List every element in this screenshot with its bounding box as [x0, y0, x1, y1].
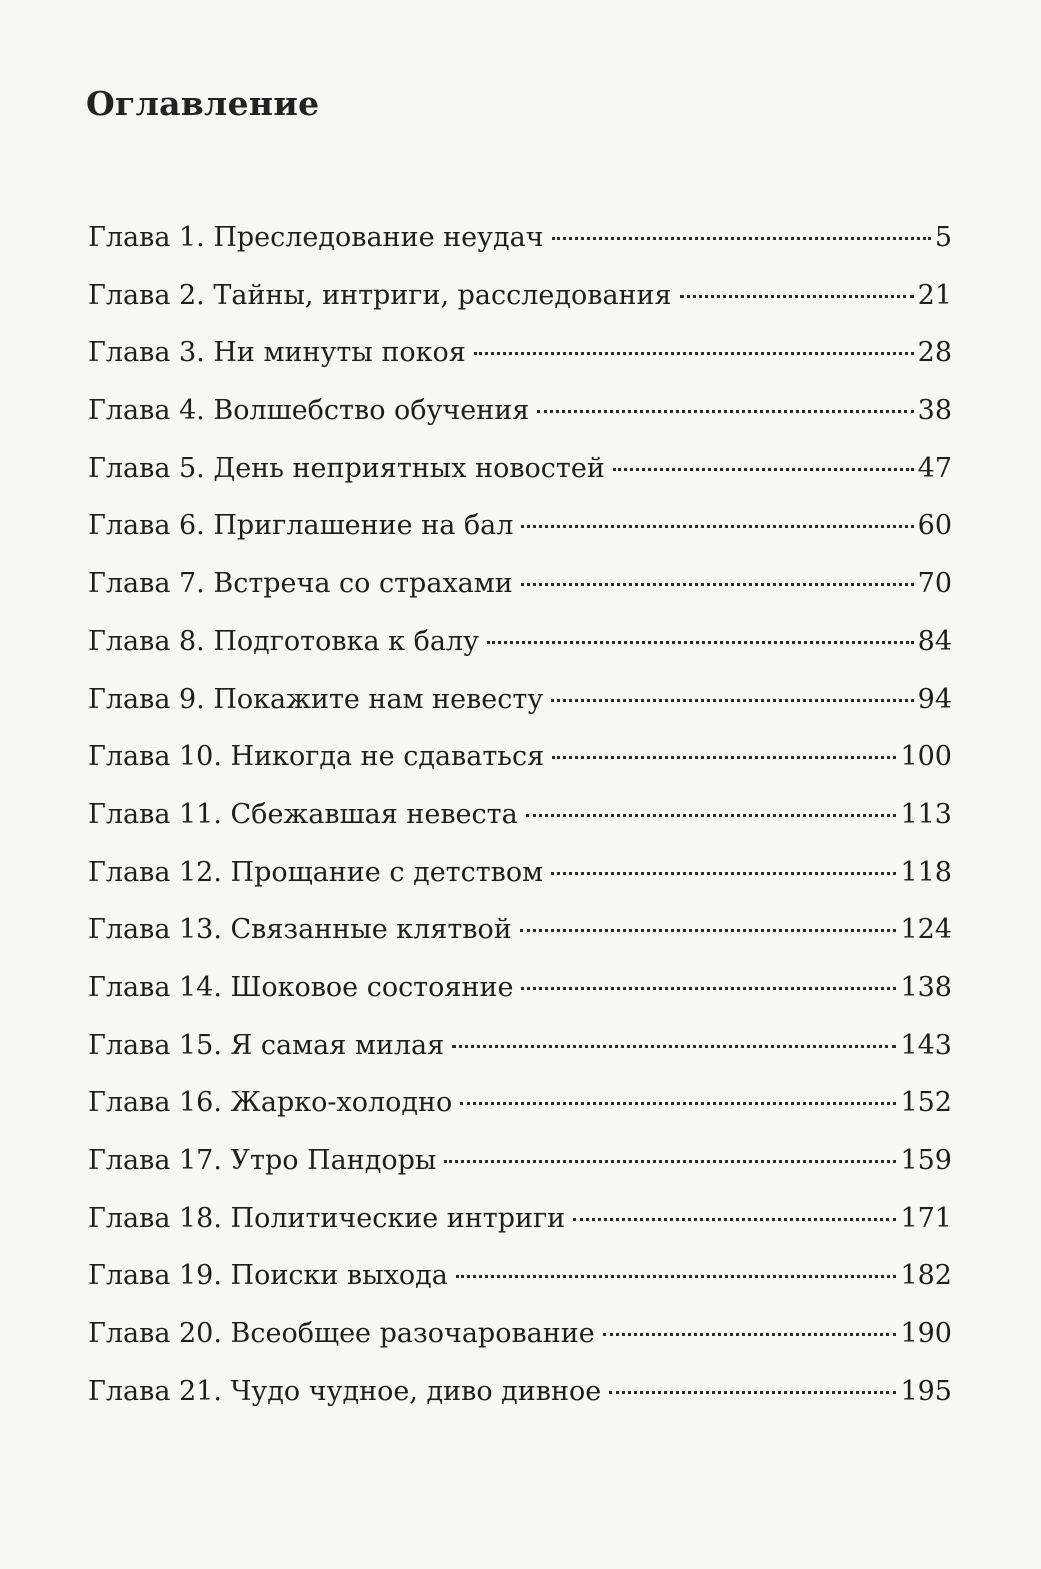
chapter-title: Глава 17. Утро Пандоры: [88, 1145, 437, 1176]
dot-leader: [452, 1045, 896, 1048]
page-number: 60: [917, 510, 952, 542]
chapter-title: Глава 9. Покажите нам невесту: [88, 683, 544, 715]
page-number: 138: [900, 971, 952, 1003]
dot-leader: [603, 1333, 897, 1336]
page-number: 195: [900, 1375, 952, 1407]
chapter-title: Глава 10. Никогда не сдаваться: [88, 741, 545, 773]
toc-entry: [88, 1199, 952, 1257]
page-number: 113: [900, 798, 952, 830]
toc-entry: [88, 276, 952, 334]
page-number: 38: [917, 395, 952, 427]
chapter-title: Глава 19. Поиски выхода: [88, 1260, 448, 1292]
chapter-title: Глава 16. Жарко-холодно: [88, 1087, 453, 1119]
dot-leader: [552, 756, 896, 759]
dot-leader: [609, 1391, 896, 1394]
chapter-title: Глава 14. Шоковое состояние: [88, 971, 514, 1003]
page-number: 124: [900, 914, 952, 946]
toc-entry: [88, 1026, 952, 1084]
dot-leader: [551, 872, 896, 875]
page-number: 171: [900, 1202, 952, 1234]
chapter-title: Глава 5. День неприятных новостей: [88, 452, 605, 484]
table-of-contents: [88, 218, 952, 1429]
chapter-title: Глава 13. Связанные клятвой: [88, 914, 512, 946]
dot-leader: [521, 987, 896, 990]
chapter-title: Глава 2. Тайны, интриги, расследования: [88, 279, 672, 311]
page-number: 47: [917, 452, 952, 484]
dot-leader: [487, 641, 914, 644]
dot-leader: [521, 583, 914, 586]
toc-entry: [88, 1256, 952, 1314]
dot-leader: [521, 525, 913, 528]
dot-leader: [526, 814, 897, 817]
chapter-title: Глава 18. Политические интриги: [88, 1202, 566, 1234]
page-title: Оглавление: [86, 84, 320, 123]
chapter-title: Глава 7. Встреча со страхами: [88, 568, 513, 600]
dot-leader: [551, 699, 913, 702]
toc-entry: [88, 1083, 952, 1141]
page-number: 5: [934, 222, 952, 253]
dot-leader: [613, 468, 914, 471]
dot-leader: [444, 1160, 896, 1163]
page-number: 143: [900, 1029, 952, 1061]
chapter-title: Глава 20. Всеобщее разочарование: [88, 1318, 595, 1350]
dot-leader: [460, 1102, 896, 1105]
toc-entry: [88, 449, 952, 507]
chapter-title: Глава 4. Волшебство обучения: [88, 395, 530, 427]
page-number: 70: [917, 568, 952, 600]
page-number: 152: [900, 1087, 952, 1119]
page-number: 28: [917, 337, 952, 369]
toc-entry: [88, 680, 952, 738]
chapter-title: Глава 8. Подготовка к балу: [88, 625, 479, 657]
page-number: 84: [917, 625, 952, 657]
toc-entry: [88, 506, 952, 564]
dot-leader: [573, 1218, 896, 1221]
page-number: 190: [900, 1318, 952, 1350]
chapter-title: Глава 3. Ни минуты покоя: [88, 337, 466, 369]
toc-entry: [88, 968, 952, 1026]
dot-leader: [680, 295, 914, 298]
toc-entry: [88, 622, 952, 680]
dot-leader: [520, 929, 897, 932]
toc-entry: [88, 218, 952, 276]
toc-entry: [88, 1372, 952, 1430]
dot-leader: [552, 237, 931, 240]
dot-leader: [456, 1275, 897, 1278]
toc-entry: [88, 853, 952, 911]
toc-entry: [88, 391, 952, 449]
page-number: 118: [900, 856, 952, 888]
chapter-title: Глава 6. Приглашение на бал: [88, 510, 514, 542]
toc-entry: [88, 1314, 952, 1372]
page-number: 94: [917, 683, 952, 715]
toc-entry: [88, 1141, 952, 1199]
page-number: 159: [900, 1145, 952, 1176]
page-number: 21: [917, 279, 952, 311]
chapter-title: Глава 21. Чудо чудное, диво дивное: [88, 1375, 602, 1407]
chapter-title: Глава 12. Прощание с детством: [88, 856, 544, 888]
chapter-title: Глава 11. Сбежавшая невеста: [88, 798, 518, 830]
dot-leader: [474, 352, 914, 355]
chapter-title: Глава 15. Я самая милая: [88, 1029, 445, 1061]
dot-leader: [537, 410, 913, 413]
chapter-title: Глава 1. Преследование неудач: [88, 222, 544, 253]
page-number: 100: [900, 741, 952, 773]
toc-entry: [88, 737, 952, 795]
page-number: 182: [900, 1260, 952, 1292]
toc-entry: [88, 910, 952, 968]
toc-entry: [88, 795, 952, 853]
toc-entry: [88, 564, 952, 622]
toc-entry: [88, 333, 952, 391]
